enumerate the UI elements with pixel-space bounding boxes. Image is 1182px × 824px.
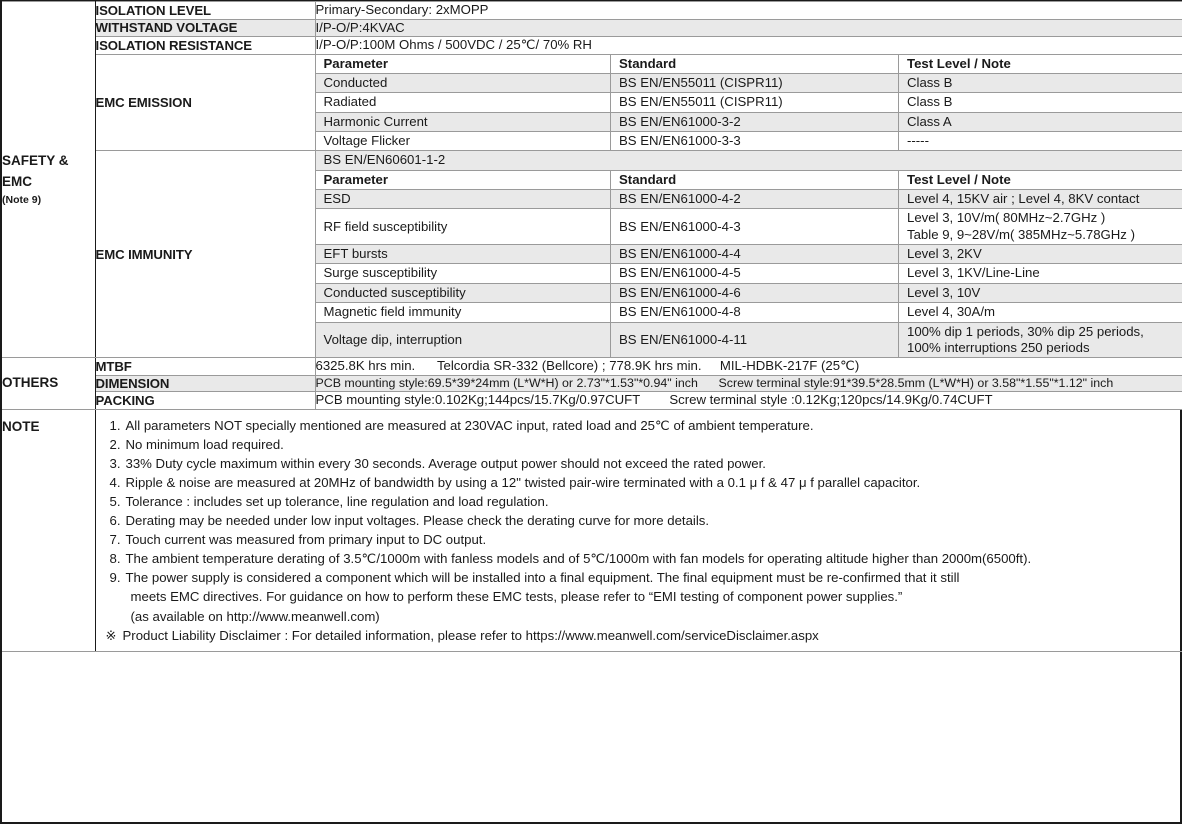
cell-test-level: Level 3, 10V (899, 283, 1182, 302)
note-text: No minimum load required. (125, 436, 284, 452)
row-label-packing: PACKING (95, 392, 315, 410)
dimension-value-pcb: PCB mounting style:69.5*39*24mm (L*W*H) or 2.73"*1.53"*0.94" inch (315, 375, 698, 390)
cell-parameter: Conducted (316, 73, 611, 92)
cell-parameter: ESD (316, 190, 611, 209)
note-number: 1. (109, 417, 121, 433)
packing-value-pcb: PCB mounting style:0.102Kg;144pcs/15.7Kg/0.97CUFT (315, 392, 641, 408)
cell-test-level (899, 209, 1182, 245)
table-row (316, 93, 1182, 112)
emc-immunity-subtable-cell (315, 151, 1182, 358)
cell-parameter: Voltage Flicker (316, 131, 611, 150)
cell-parameter: Conducted susceptibility (316, 283, 611, 302)
note-number: 4. (109, 474, 121, 490)
cell-standard: BS EN/EN61000-4-11 (611, 322, 899, 357)
table-row (2, 2, 1182, 20)
section-title-line1: SAFETY & (2, 153, 69, 169)
table-row (316, 303, 1182, 322)
cell-parameter: Voltage dip, interruption (316, 322, 611, 357)
note-item (106, 454, 1177, 473)
table-row (2, 37, 1182, 55)
packing-value-screw: Screw terminal style :0.12Kg;120pcs/14.9Kg/0.74CUFT (669, 392, 993, 408)
row-value-withstand-voltage: I/P-O/P:4KVAC (315, 19, 1182, 37)
table-row (316, 283, 1182, 302)
cell-parameter: EFT bursts (316, 245, 611, 264)
table-row (2, 375, 1182, 392)
table-row (2, 151, 1182, 358)
cell-standard: BS EN/EN61000-4-8 (611, 303, 899, 322)
row-label-emc-immunity: EMC IMMUNITY (95, 151, 315, 358)
note-item (106, 435, 1177, 454)
cell-standard: BS EN/EN61000-4-2 (611, 190, 899, 209)
table-row (316, 112, 1182, 131)
cell-test-level: Level 3, 1KV/Line-Line (899, 264, 1182, 283)
table-row (2, 409, 1182, 651)
row-value-isolation-level: Primary-Secondary: 2xMOPP (315, 2, 1182, 20)
note-text: Ripple & noise are measured at 20MHz of bandwidth by using a 12" twisted pair-wire terminated with a 0.1 μ f & 47 μ f parallel capacitor. (125, 474, 921, 490)
note-text: All parameters NOT specially mentioned are measured at 230VAC input, rated load and 25℃ of ambient temperature. (125, 417, 814, 433)
mtbf-value-c: MIL-HDBK-217F (25℃) (719, 358, 860, 374)
mtbf-value-b: Telcordia SR-332 (Bellcore) ; 778.9K hrs min. (436, 358, 702, 374)
cell-standard: BS EN/EN55011 (CISPR11) (611, 93, 899, 112)
test-level-line-1: 100% dip 1 periods, 30% dip 25 periods, (907, 323, 1144, 339)
row-value-packing (315, 392, 1182, 410)
cell-test-level: Class B (899, 73, 1182, 92)
section-label-others: OTHERS (2, 358, 95, 410)
table-row (2, 392, 1182, 410)
cell-parameter: Radiated (316, 93, 611, 112)
note-item (106, 473, 1177, 492)
row-label-isolation-resistance: ISOLATION RESISTANCE (95, 37, 315, 55)
note-text: 33% Duty cycle maximum within every 30 seconds. Average output power should not exceed the rated power. (125, 455, 766, 471)
cell-standard: BS EN/EN61000-3-2 (611, 112, 899, 131)
cell-standard: BS EN/EN55011 (CISPR11) (611, 73, 899, 92)
test-level-line-2: 100% interruptions 250 periods (907, 339, 1090, 355)
table-row (316, 322, 1182, 357)
note-text: Tolerance : includes set up tolerance, line regulation and load regulation. (125, 494, 549, 510)
row-label-isolation-level: ISOLATION LEVEL (95, 2, 315, 20)
note-number: 9. (109, 570, 121, 586)
section-label-safety-emc (2, 2, 95, 358)
cell-test-level: ----- (899, 131, 1182, 150)
note-text-line-3: (as available on http://www.meanwell.com) (130, 608, 380, 624)
note-item (106, 530, 1177, 549)
note-number: 5. (109, 494, 121, 510)
note-list (96, 410, 1182, 651)
row-value-isolation-resistance: I/P-O/P:100M Ohms / 500VDC / 25℃/ 70% RH (315, 37, 1182, 55)
cell-immunity-standard-header: BS EN/EN60601-1-2 (316, 151, 1182, 170)
row-value-mtbf (315, 358, 1182, 376)
cell-test-level: Level 4, 15KV air ; Level 4, 8KV contact (899, 190, 1182, 209)
emc-immunity-table (316, 151, 1182, 357)
table-row (316, 131, 1182, 150)
cell-parameter: RF field susceptibility (316, 209, 611, 245)
note-item (106, 511, 1177, 530)
test-level-line-1: Level 3, 10V/m( 80MHz~2.7GHz ) (907, 210, 1106, 226)
disclaimer-item (106, 626, 1177, 645)
note-text: The ambient temperature derating of 3.5℃/1000m with fanless models and of 5℃/1000m with fan models for operating altitude higher than 2000m(6500ft). (125, 551, 1032, 567)
header-standard: Standard (611, 170, 899, 189)
disclaimer-text: Product Liability Disclaimer : For detailed information, please refer to https://www.meanwell.com/serviceDisclaimer.aspx (122, 627, 819, 643)
row-label-withstand-voltage: WITHSTAND VOLTAGE (95, 19, 315, 37)
header-parameter: Parameter (316, 55, 611, 74)
table-row (2, 358, 1182, 376)
header-standard: Standard (611, 55, 899, 74)
table-row (316, 190, 1182, 209)
section-label-note: NOTE (2, 409, 95, 651)
row-label-emc-emission: EMC EMISSION (95, 54, 315, 151)
note-number: 6. (109, 513, 121, 529)
cell-parameter: Magnetic field immunity (316, 303, 611, 322)
header-test-level: Test Level / Note (899, 55, 1182, 74)
note-text: Derating may be needed under low input voltages. Please check the derating curve for more details. (125, 513, 710, 529)
note-number: 7. (109, 532, 121, 548)
table-header-row (316, 55, 1182, 74)
cell-test-level: Class A (899, 112, 1182, 131)
emc-emission-table (316, 55, 1182, 151)
cell-test-level: Level 3, 2KV (899, 245, 1182, 264)
note-item (106, 416, 1177, 435)
cell-standard: BS EN/EN61000-4-6 (611, 283, 899, 302)
section-title-line2: EMC (2, 173, 32, 189)
note-text-line-2: meets EMC directives. For guidance on how to perform these EMC tests, please refer to “EMI testing of component power supplies.” (130, 589, 903, 605)
cell-test-level (899, 322, 1182, 357)
note-text: Touch current was measured from primary input to DC output. (125, 532, 487, 548)
note-item (106, 549, 1177, 568)
table-row (316, 245, 1182, 264)
row-label-dimension: DIMENSION (95, 375, 315, 392)
emc-emission-subtable-cell (315, 54, 1182, 151)
note-text-line-1: The power supply is considered a component which will be installed into a final equipment. The final equipment must be re-confirmed that it still (125, 570, 960, 586)
reference-mark-icon: ※ (105, 627, 117, 643)
header-parameter: Parameter (316, 170, 611, 189)
mtbf-value-a: 6325.8K hrs min. (315, 358, 416, 374)
table-row (316, 264, 1182, 283)
table-row (316, 151, 1182, 170)
cell-parameter: Surge susceptibility (316, 264, 611, 283)
cell-standard: BS EN/EN61000-4-4 (611, 245, 899, 264)
section-note-ref: (Note 9) (2, 193, 42, 206)
cell-test-level: Level 4, 30A/m (899, 303, 1182, 322)
test-level-line-2: Table 9, 9~28V/m( 385MHz~5.78GHz ) (907, 226, 1135, 242)
table-row (2, 19, 1182, 37)
dimension-value-screw: Screw terminal style:91*39.5*28.5mm (L*W*H) or 3.58"*1.55"*1.12" inch (718, 375, 1114, 390)
cell-parameter: Harmonic Current (316, 112, 611, 131)
note-number: 3. (109, 455, 121, 471)
cell-standard: BS EN/EN61000-4-5 (611, 264, 899, 283)
note-item-9 (106, 568, 1177, 587)
table-header-row (316, 170, 1182, 189)
note-item (106, 492, 1177, 511)
note-number: 2. (109, 436, 121, 452)
note-section-cell (95, 409, 1182, 651)
row-label-mtbf: MTBF (95, 358, 315, 376)
table-row (2, 54, 1182, 151)
note-number: 8. (109, 551, 121, 567)
cell-test-level: Class B (899, 93, 1182, 112)
row-value-dimension (315, 375, 1182, 392)
table-row (316, 73, 1182, 92)
cell-standard: BS EN/EN61000-3-3 (611, 131, 899, 150)
spec-table (2, 1, 1182, 652)
table-row (316, 209, 1182, 245)
header-test-level: Test Level / Note (899, 170, 1182, 189)
cell-standard: BS EN/EN61000-4-3 (611, 209, 899, 245)
